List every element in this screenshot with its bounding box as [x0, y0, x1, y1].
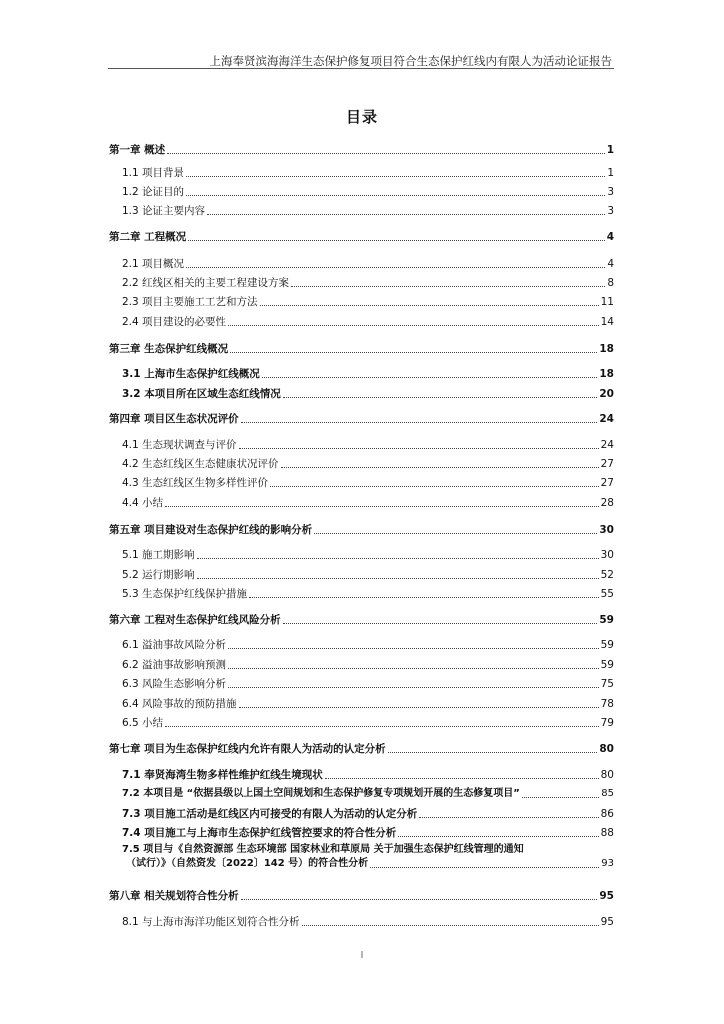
toc-entry-label: 2.1 项目概况	[122, 258, 185, 270]
dot-leader	[165, 505, 599, 507]
toc-entry-page: 11	[600, 296, 614, 308]
toc-entry-label: 4.1 生态现状调查与评价	[122, 439, 237, 451]
toc-entry-label: 第二章 工程概况	[109, 231, 187, 243]
toc-entry-label: 8.1 与上海市海洋功能区划符合性分析	[122, 916, 300, 928]
toc-entry-page: 1	[607, 167, 614, 179]
toc-entry-page: 59	[600, 639, 614, 651]
toc-entry-label: 1.3 论证主要内容	[122, 205, 206, 217]
dot-leader	[228, 686, 599, 688]
running-header: 上海奉贤滨海海洋生态保护修复项目符合生态保护红线内有限人为活动论证报告	[209, 54, 612, 68]
toc-entry-page: 59	[600, 659, 614, 671]
toc-entry-label: 6.3 风险生态影响分析	[122, 678, 227, 690]
toc-entry-7-4[interactable]	[122, 824, 614, 840]
toc-entry-page: 55	[600, 588, 614, 600]
toc-entry-2-2[interactable]	[122, 274, 614, 290]
toc-entry-label: 3.2 本项目所在区域生态红线情况	[122, 388, 281, 400]
dot-leader	[197, 557, 599, 559]
dot-leader	[302, 924, 599, 926]
toc-entry-5-1[interactable]	[122, 546, 614, 562]
toc-entry-4-1[interactable]	[122, 436, 614, 452]
dot-leader	[186, 266, 605, 268]
toc-title: 目录	[345, 108, 378, 126]
dot-leader	[370, 866, 599, 868]
toc-entry-label: 6.5 小结	[122, 717, 164, 729]
toc-entry-label: 4.3 生态红线区生物多样性评价	[122, 477, 269, 489]
toc-entry-chapter-3[interactable]	[109, 340, 614, 356]
toc-entry-label: 第一章 概述	[109, 144, 166, 156]
toc-entry-label: 6.1 溢油事故风险分析	[122, 639, 227, 651]
toc-entry-chapter-4[interactable]	[109, 410, 614, 426]
dot-leader	[388, 751, 598, 753]
dot-leader	[241, 421, 598, 423]
dot-leader	[239, 706, 599, 708]
toc-entry-2-1[interactable]	[122, 255, 614, 271]
toc-entry-label: 6.4 风险事故的预防措施	[122, 698, 237, 710]
toc-entry-label: 7.3 项目施工活动是红线区内可接受的有限人为活动的认定分析	[122, 808, 418, 820]
toc-entry-5-2[interactable]	[122, 566, 614, 582]
toc-entry-page: 95	[599, 890, 614, 902]
toc-entry-page: 30	[600, 549, 614, 561]
toc-entry-label: 第三章 生态保护红线概况	[109, 343, 229, 355]
dot-leader	[228, 324, 599, 326]
toc-entry-label: 第五章 项目建设对生态保护红线的影响分析	[109, 524, 313, 536]
toc-entry-page: 30	[599, 524, 614, 536]
toc-entry-chapter-8[interactable]	[109, 887, 614, 903]
dot-leader	[283, 622, 598, 624]
dot-leader	[522, 796, 599, 798]
toc-entry-label: 2.3 项目主要施工工艺和方法	[122, 296, 258, 308]
dot-leader	[167, 152, 605, 154]
toc-entry-label: 第八章 相关规划符合性分析	[109, 890, 239, 902]
toc-entry-label: 3.1 上海市生态保护红线概况	[122, 368, 260, 380]
toc-entry-chapter-7[interactable]	[109, 740, 614, 756]
toc-entry-page: 88	[600, 827, 614, 839]
toc-entry-3-1[interactable]	[122, 365, 614, 381]
dot-leader	[249, 596, 599, 598]
toc-entry-page: 3	[607, 205, 614, 217]
toc-entry-page: 79	[600, 717, 614, 729]
toc-entry-page: 85	[601, 788, 614, 799]
toc-entry-6-5[interactable]	[122, 714, 614, 730]
toc-entry-chapter-6[interactable]	[109, 611, 614, 627]
toc-entry-page: 4	[607, 258, 614, 270]
toc-entry-6-3[interactable]	[122, 675, 614, 691]
dot-leader	[291, 285, 605, 287]
toc-entry-1-1[interactable]	[122, 164, 614, 180]
toc-entry-page: 27	[600, 477, 614, 489]
dot-leader	[270, 485, 599, 487]
dot-leader	[281, 466, 599, 468]
toc-entry-page: 18	[599, 368, 614, 380]
toc-entry-page: 18	[599, 343, 614, 355]
dot-leader	[186, 175, 605, 177]
toc-entry-6-4[interactable]	[122, 695, 614, 711]
toc-entry-page: 28	[600, 497, 614, 509]
dot-leader	[230, 351, 597, 353]
toc-entry-7-3[interactable]	[122, 805, 614, 821]
toc-entry-label: 2.2 红线区相关的主要工程建设方案	[122, 277, 290, 289]
toc-entry-4-2[interactable]	[122, 455, 614, 471]
toc-entry-label: 5.2 运行期影响	[122, 569, 195, 581]
dot-leader	[228, 667, 599, 669]
toc-entry-7-1[interactable]	[122, 766, 614, 782]
toc-entry-label: 1.2 论证目的	[122, 186, 185, 198]
toc-entry-page: 86	[600, 808, 614, 820]
toc-entry-page: 4	[606, 231, 614, 243]
dot-leader	[186, 194, 605, 196]
toc-entry-chapter-1[interactable]	[109, 141, 614, 157]
toc-entry-label: 5.1 施工期影响	[122, 549, 195, 561]
dot-leader	[283, 396, 598, 398]
dot-leader	[197, 577, 599, 579]
toc-entry-label: 2.4 项目建设的必要性	[122, 316, 227, 328]
toc-entry-2-3[interactable]	[122, 293, 614, 309]
toc-entry-label: 7.5 项目与《自然资源部 生态环境部 国家林业和草原局 关于加强生态保护红线管理的通知	[122, 844, 524, 855]
toc-entry-1-2[interactable]	[122, 183, 614, 199]
toc-entry-page: 20	[599, 388, 614, 400]
toc-entry-4-4[interactable]	[122, 494, 614, 510]
toc-entry-label: 7.4 项目施工与上海市生态保护红线管控要求的符合性分析	[122, 827, 397, 839]
toc-entry-page: 80	[599, 743, 614, 755]
toc-entry-6-1[interactable]	[122, 636, 614, 652]
toc-entry-chapter-5[interactable]	[109, 521, 614, 537]
toc-entry-label: 6.2 溢油事故影响预测	[122, 659, 227, 671]
toc-entry-page: 78	[600, 698, 614, 710]
dot-leader	[207, 213, 605, 215]
toc-entry-7-5[interactable]	[122, 843, 614, 875]
dot-leader	[165, 725, 599, 727]
toc-entry-5-3[interactable]	[122, 585, 614, 601]
toc-entry-page: 8	[607, 277, 614, 289]
dot-leader	[398, 835, 598, 837]
toc-entry-page: 80	[600, 769, 614, 781]
toc-entry-page: 93	[601, 858, 614, 869]
toc-entry-page: 52	[600, 569, 614, 581]
toc-entry-page: 75	[600, 678, 614, 690]
dot-leader	[262, 376, 598, 378]
toc-entry-label: 1.1 项目背景	[122, 167, 185, 179]
toc-entry-label: 7.2 本项目是 “依据县级以上国土空间规划和生态保护修复专项规划开展的生态修复项目”	[122, 788, 520, 799]
toc-entry-label: 5.3 生态保护红线保护措施	[122, 588, 248, 600]
toc-entry-8-1[interactable]	[122, 913, 614, 929]
toc-entry-1-3[interactable]	[122, 202, 614, 218]
dot-leader	[260, 304, 599, 306]
dot-leader	[188, 239, 605, 241]
toc-entry-label: 4.2 生态红线区生态健康状况评价	[122, 458, 279, 470]
toc-entry-3-2[interactable]	[122, 385, 614, 401]
toc-entry-label: 7.1 奉贤海湾生物多样性维护红线生境现状	[122, 769, 323, 781]
toc-entry-chapter-2[interactable]	[109, 228, 614, 244]
toc-entry-label-continued	[122, 857, 614, 871]
toc-entry-page: 59	[599, 614, 614, 626]
toc-entry-label: 第四章 项目区生态状况评价	[109, 413, 239, 425]
toc-entry-page: 14	[600, 316, 614, 328]
toc-entry-label: 4.4 小结	[122, 497, 164, 509]
dot-leader	[325, 777, 599, 779]
toc-entry-page: 1	[606, 144, 614, 156]
dot-leader	[228, 647, 599, 649]
toc-entry-page: 95	[600, 916, 614, 928]
toc-entry-7-2[interactable]	[122, 785, 614, 801]
toc-entry-4-3[interactable]	[122, 474, 614, 490]
toc-entry-label: 第七章 项目为生态保护红线内允许有限人为活动的认定分析	[109, 743, 386, 755]
dot-leader	[239, 447, 599, 449]
toc-entry-6-2[interactable]	[122, 656, 614, 672]
dot-leader	[241, 898, 598, 900]
toc-entry-label: 第六章 工程对生态保护红线风险分析	[109, 614, 281, 626]
toc-entry-page: 27	[600, 458, 614, 470]
toc-entry-label-2: （试行）》（自然资发〔2022〕142 号）的符合性分析	[126, 858, 369, 869]
toc-entry-page: 3	[607, 186, 614, 198]
page-number: I	[360, 950, 364, 961]
dot-leader	[419, 816, 598, 818]
toc-entry-page: 24	[600, 439, 614, 451]
toc-entry-2-4[interactable]	[122, 313, 614, 329]
toc-entry-page: 24	[599, 413, 614, 425]
dot-leader	[314, 532, 597, 534]
